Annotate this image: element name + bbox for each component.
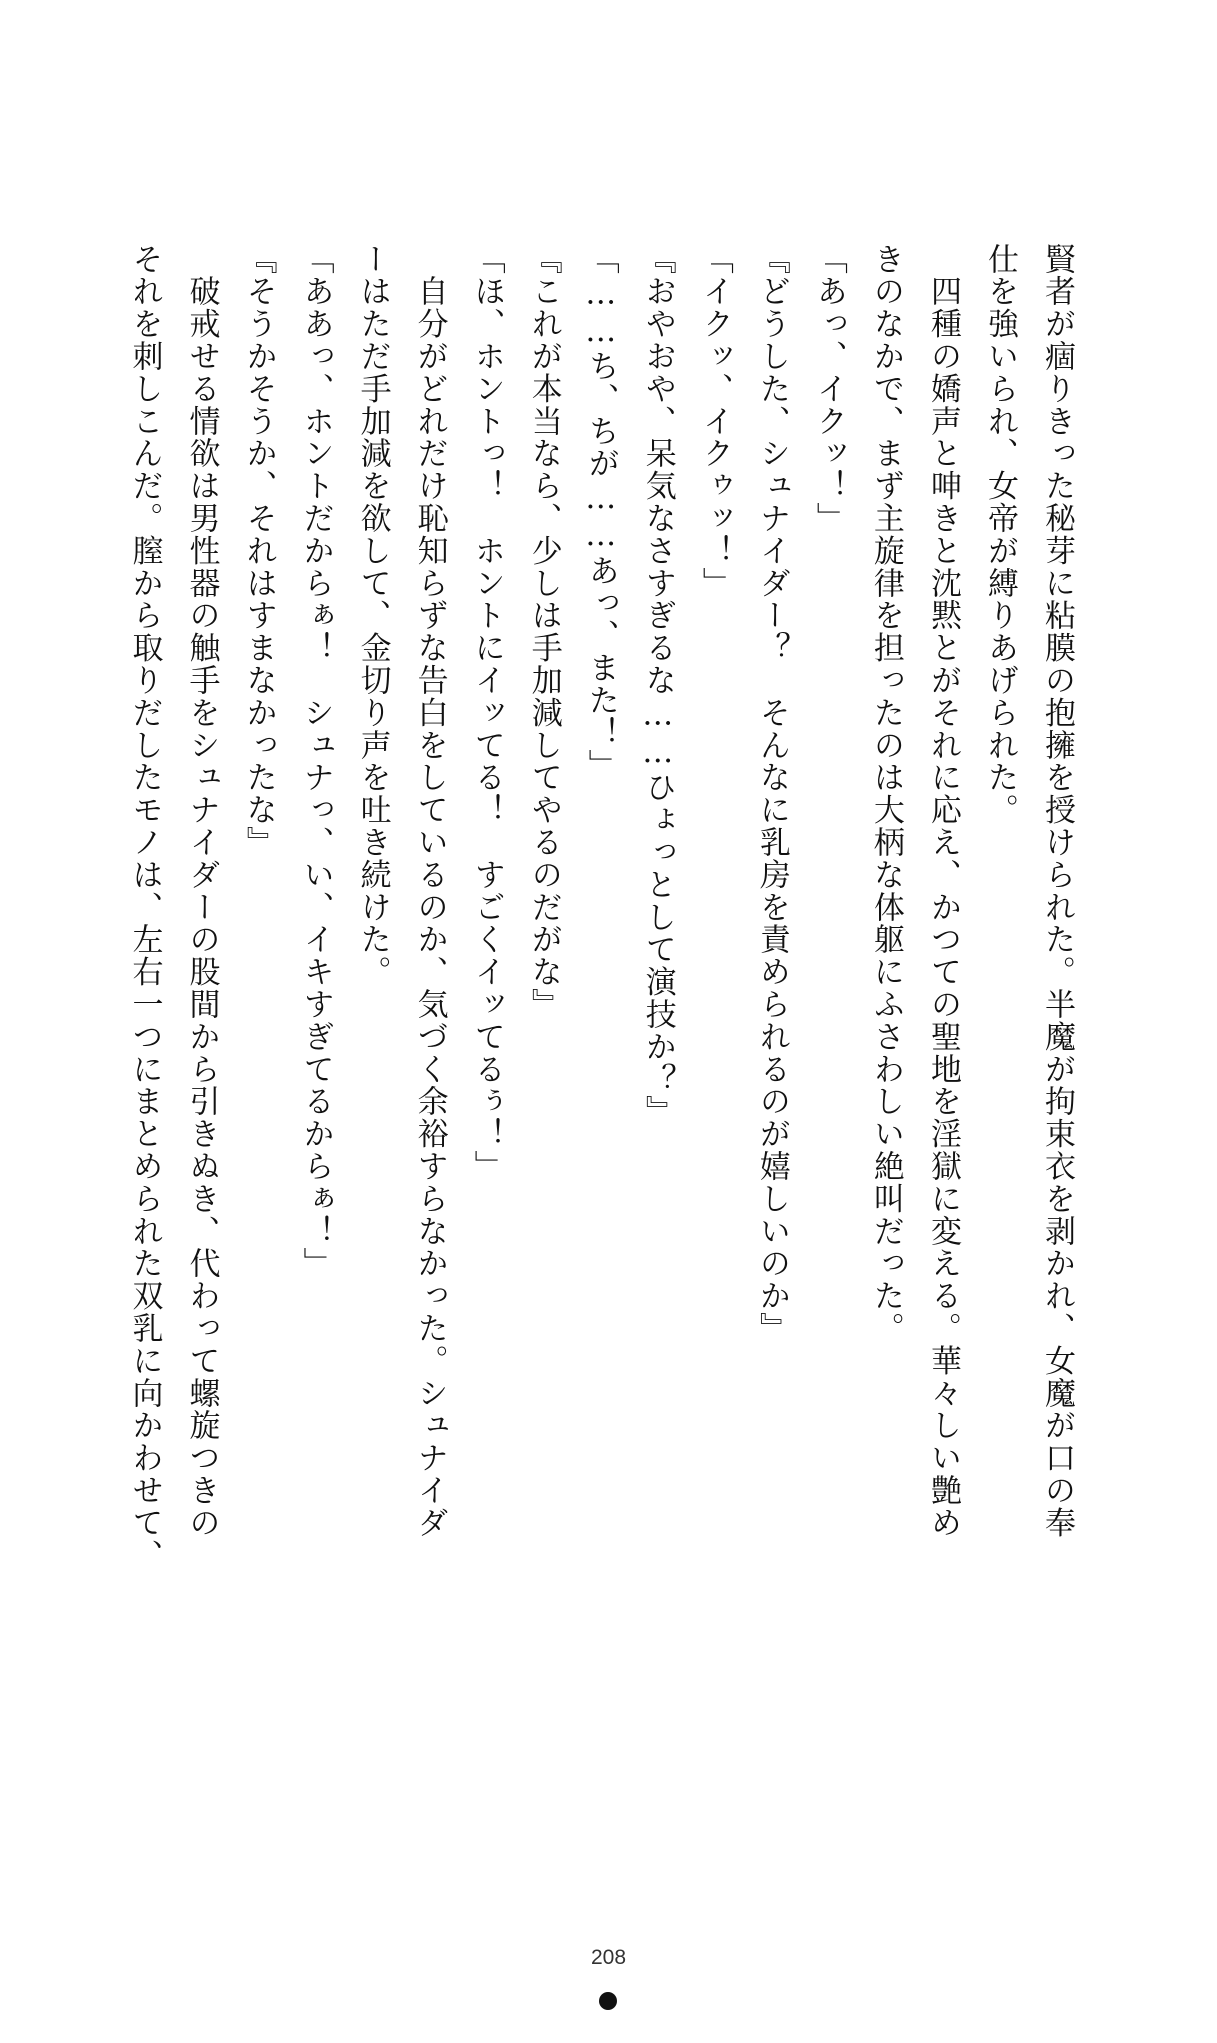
text-line: 仕を強いられ、女帝が縛りあげられた。	[981, 243, 1018, 827]
text-line: 「あっ、イクッ！」	[810, 243, 847, 535]
text-line: 破戒せる情欲は男性器の触手をシュナイダーの股間から引きぬき、代わって螺旋つきの	[183, 243, 220, 1539]
text-line: きのなかで、まず主旋律を担ったのは大柄な体躯にふさわしい絶叫だった。	[867, 243, 904, 1345]
page-number: 208	[590, 1946, 627, 1969]
text-line: 『どうした、シュナイダー？ そんなに乳房を責められるのが嬉しいのか』	[753, 243, 790, 1345]
page-marker-dot	[599, 1992, 617, 2010]
text-line: 賢者が痼りきった秘芽に粘膜の抱擁を授けられた。半魔が拘束衣を剥かれ、女魔が口の奉	[1039, 243, 1075, 1539]
text-line: 「ああっ、ホントだからぁ！ シュナっ、い、イキすぎてるからぁ！」	[297, 243, 334, 1280]
text-line: 「イクッ、イクゥッ！」	[696, 243, 733, 600]
text-line: ーはただ手加減を欲して、金切り声を吐き続けた。	[354, 243, 391, 989]
text-line: 「……ち、ちが……あっ、また！」	[582, 243, 619, 782]
novel-body-text	[115, 243, 1085, 1763]
text-line: 自分がどれだけ恥知らずな告白をしているのか、気づく余裕すらなかった。シュナイダ	[411, 243, 448, 1539]
text-line: 『おやおや、呆気なさすぎるな……ひょっとして演技か？』	[639, 243, 676, 1128]
text-line: 『そうかそうか、それはすまなかったな』	[240, 243, 277, 859]
text-line: それを刺しこんだ。膣から取りだしたモノは、左右一つにまとめられた双乳に向かわせて、	[126, 243, 163, 1572]
text-line: 「ほ、ホントっ！ ホントにイッてる！ すごくイッてるぅ！」	[468, 243, 505, 1183]
text-line: 四種の嬌声と呻きと沈黙とがそれに応え、かつての聖地を淫獄に変える。華々しい艶め	[924, 243, 961, 1539]
text-line: 『これが本当なら、少しは手加減してやるのだがな』	[525, 243, 562, 1021]
